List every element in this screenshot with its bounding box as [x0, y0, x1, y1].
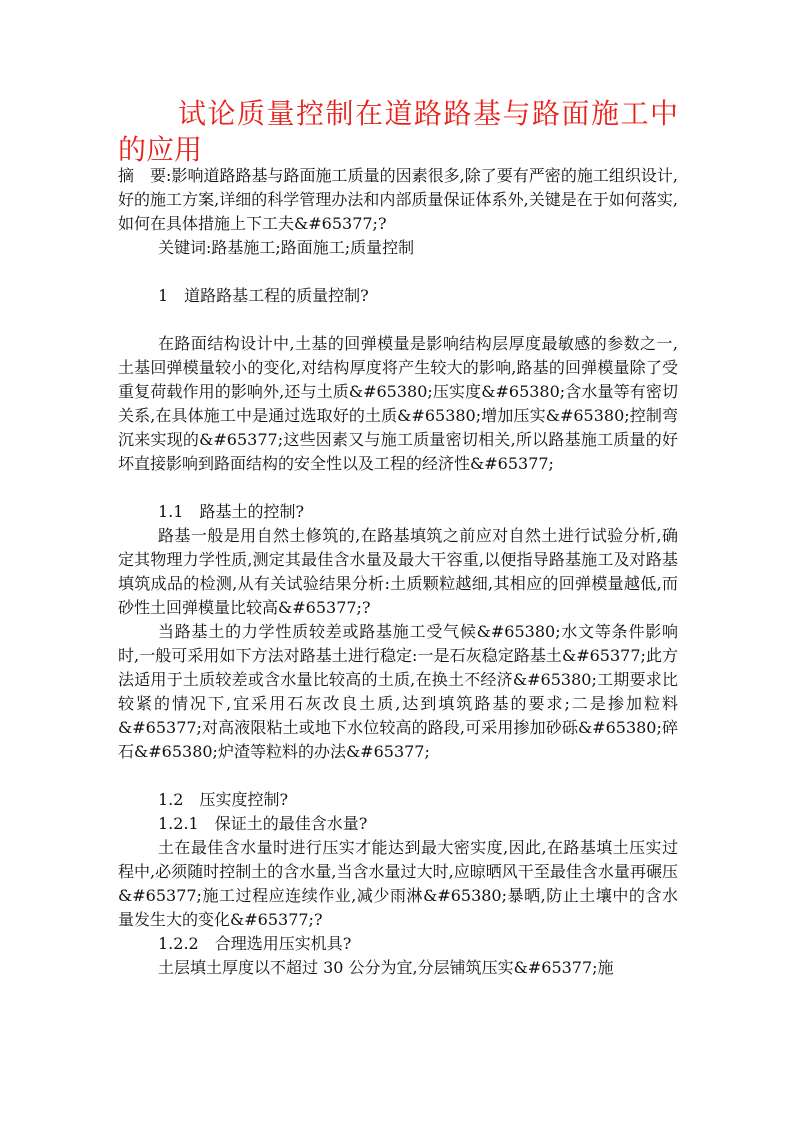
section-1-1-heading: 1.1 路基土的控制? — [158, 502, 305, 521]
section-1-1-paragraph-2: 当路基土的力学性质较差或路基施工受气候&#65380;水文等条件影响时,一般可采用如下方法对路基土进行稳定:一是石灰稳定路基土&#65377;此方法适用于土质较差或含水量比较高的土质,在换土不经济&#65380;工期要求比较紧的情况下,宜采用石灰改良土质,达到填筑路基的要求;二是掺加粒料&#65377;对高液限粘土或地下水位较高的路段,可采用掺加砂砾&#65380;碎石&#65380;炉渣等粒料的办法&#65377; — [118, 622, 678, 761]
section-1-2-heading: 1.2 压实度控制? — [158, 790, 289, 809]
document-title: 试论质量控制在道路路基与路面施工中的应用 — [118, 97, 678, 166]
section-1-2-2-heading: 1.2.2 合理选用压实机具? — [158, 934, 352, 953]
keywords: 关键词:路基施工;路面施工;质量控制 — [158, 238, 415, 257]
section-1-1-paragraph-1: 路基一般是用自然土修筑的,在路基填筑之前应对自然土进行试验分析,确定其物理力学性质,测定其最佳含水量及最大干容重,以便指导路基施工及对路基填筑成品的检测,从有关试验结果分析:土质颗粒越细,其相应的回弹模量越低,而砂性土回弹模量比较高&#65377;? — [118, 526, 678, 617]
section-1-2-1-heading: 1.2.1 保证土的最佳含水量? — [158, 814, 368, 833]
document-body — [118, 164, 678, 980]
section-1-heading: 1 道路路基工程的质量控制? — [158, 286, 369, 305]
section-1-2-2-paragraph: 土层填土厚度以不超过 30 公分为宜,分层铺筑压实&#65377;施 — [158, 958, 614, 977]
section-1-paragraph: 在路面结构设计中,土基的回弹模量是影响结构层厚度最敏感的参数之一,土基回弹模量较小的变化,对结构厚度将产生较大的影响,路基的回弹模量除了受重复荷载作用的影响外,还与土质&#65380;压实度&#65380;含水量等有密切关系,在具体施工中是通过选取好的土质&#65380;增加压实&#65380;控制弯沉来实现的&#65377;这些因素又与施工质量密切相关,所以路基施工质量的好坏直接影响到路面结构的安全性以及工程的经济性&#65377; — [118, 334, 678, 473]
section-1-2-1-paragraph: 土在最佳含水量时进行压实才能达到最大密实度,因此,在路基填土压实过程中,必须随时控制土的含水量,当含水量过大时,应晾晒风干至最佳含水量再碾压&#65377;施工过程应连续作业,减少雨淋&#65380;暴晒,防止土壤中的含水量发生大的变化&#65377;? — [118, 838, 678, 929]
abstract: 摘 要:影响道路路基与路面施工质量的因素很多,除了要有严密的施工组织设计,好的施工方案,详细的科学管理办法和内部质量保证体系外,关键是在于如何落实,如何在具体措施上下工夫&#65377;? — [118, 166, 678, 233]
